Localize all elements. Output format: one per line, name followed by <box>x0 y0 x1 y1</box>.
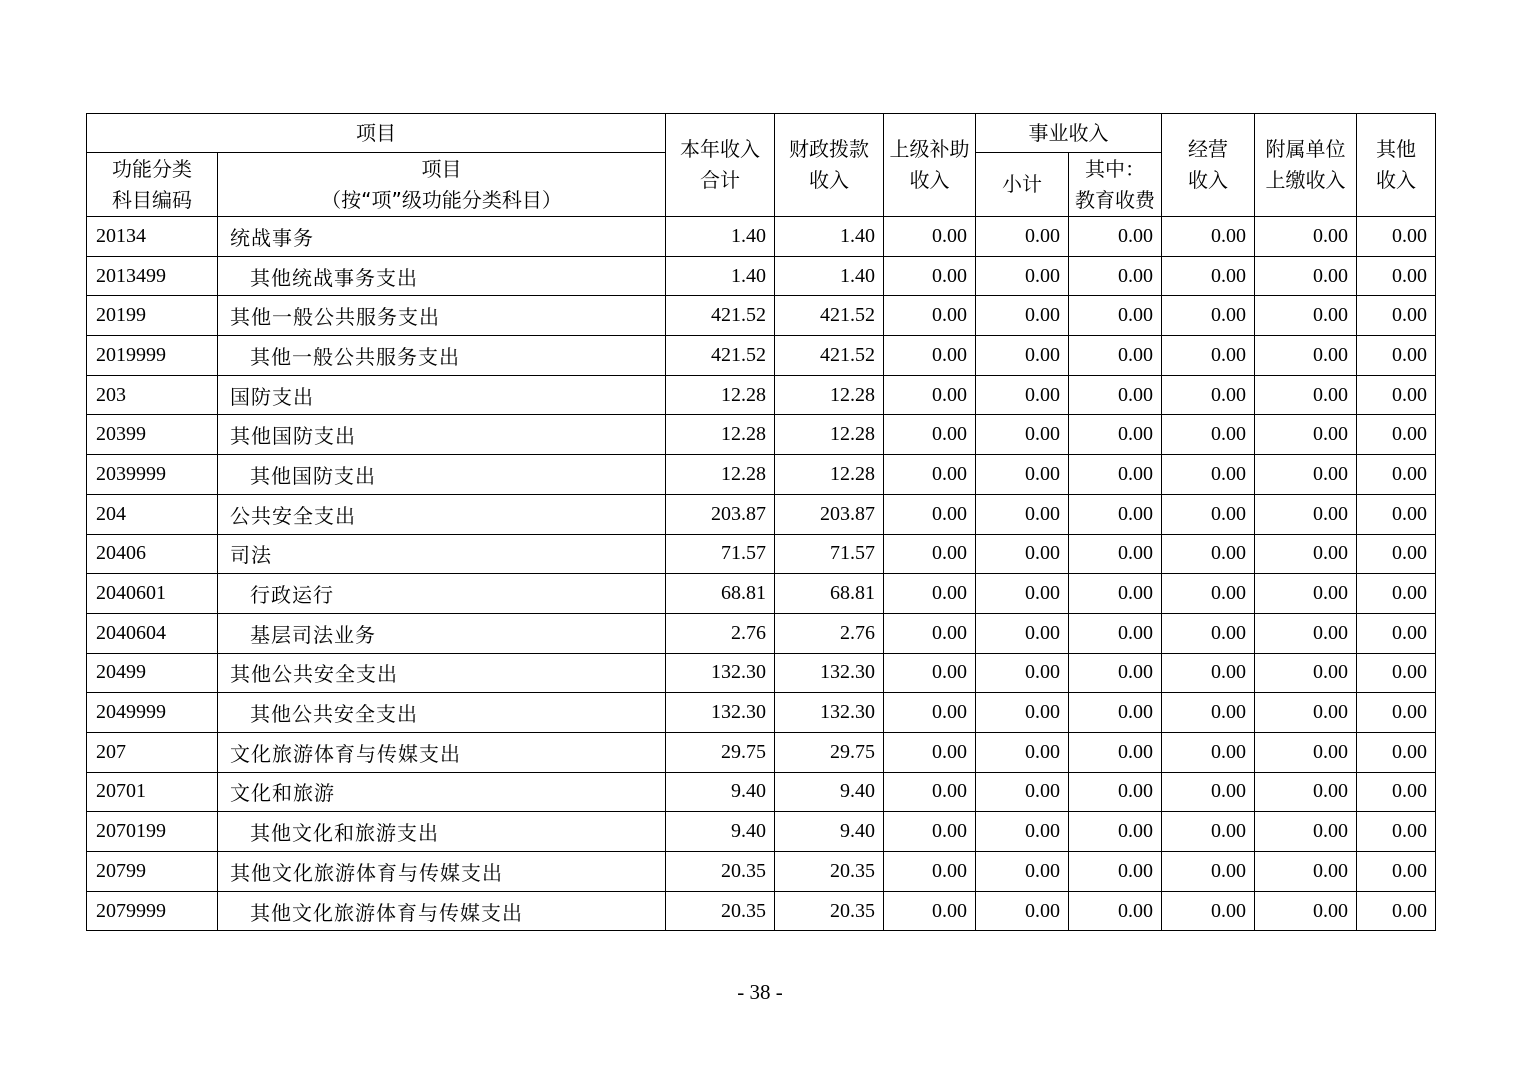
row-value: 0.00 <box>884 217 976 257</box>
row-value: 203.87 <box>775 494 884 534</box>
row-value: 0.00 <box>1162 415 1255 455</box>
row-value: 0.00 <box>1255 375 1357 415</box>
table-row <box>87 613 1436 653</box>
row-code: 2039999 <box>87 455 218 495</box>
row-value: 20.35 <box>666 891 775 931</box>
row-value: 68.81 <box>666 574 775 614</box>
row-value: 0.00 <box>884 296 976 336</box>
row-value: 0.00 <box>1162 693 1255 733</box>
row-value: 0.00 <box>884 574 976 614</box>
row-value: 0.00 <box>976 613 1069 653</box>
table-row <box>87 217 1436 257</box>
row-value: 0.00 <box>976 217 1069 257</box>
row-code: 20799 <box>87 852 218 892</box>
row-value: 9.40 <box>775 772 884 812</box>
row-value: 9.40 <box>666 772 775 812</box>
row-value: 0.00 <box>1162 574 1255 614</box>
row-value: 12.28 <box>666 375 775 415</box>
row-value: 0.00 <box>1357 375 1436 415</box>
row-value: 0.00 <box>1255 852 1357 892</box>
header-other: 其他 收入 <box>1357 114 1436 217</box>
table-row <box>87 693 1436 733</box>
row-name: 其他统战事务支出 <box>218 256 666 296</box>
row-value: 29.75 <box>775 732 884 772</box>
row-value: 0.00 <box>1162 375 1255 415</box>
row-name: 其他文化旅游体育与传媒支出 <box>218 891 666 931</box>
table-row <box>87 534 1436 574</box>
row-value: 0.00 <box>884 494 976 534</box>
row-value: 0.00 <box>1255 296 1357 336</box>
row-code: 2040601 <box>87 574 218 614</box>
row-value: 0.00 <box>1255 256 1357 296</box>
row-value: 0.00 <box>1069 732 1162 772</box>
row-name: 基层司法业务 <box>218 613 666 653</box>
table-row <box>87 852 1436 892</box>
row-value: 0.00 <box>1255 336 1357 376</box>
row-value: 0.00 <box>976 772 1069 812</box>
row-value: 12.28 <box>775 455 884 495</box>
row-value: 1.40 <box>666 256 775 296</box>
row-value: 0.00 <box>1069 693 1162 733</box>
row-value: 0.00 <box>1069 455 1162 495</box>
row-value: 132.30 <box>775 693 884 733</box>
row-value: 71.57 <box>666 534 775 574</box>
row-name: 文化和旅游 <box>218 772 666 812</box>
row-value: 421.52 <box>666 336 775 376</box>
row-value: 0.00 <box>1162 217 1255 257</box>
row-value: 0.00 <box>1357 852 1436 892</box>
row-value: 0.00 <box>1162 256 1255 296</box>
row-value: 421.52 <box>775 296 884 336</box>
row-value: 0.00 <box>1357 812 1436 852</box>
row-value: 0.00 <box>1162 653 1255 693</box>
table-row <box>87 653 1436 693</box>
row-value: 0.00 <box>1162 732 1255 772</box>
header-total: 本年收入 合计 <box>666 114 775 217</box>
row-value: 9.40 <box>666 812 775 852</box>
row-value: 12.28 <box>666 415 775 455</box>
row-value: 132.30 <box>666 693 775 733</box>
row-value: 0.00 <box>1162 613 1255 653</box>
row-value: 0.00 <box>976 891 1069 931</box>
table-row <box>87 812 1436 852</box>
row-value: 0.00 <box>1357 574 1436 614</box>
row-value: 9.40 <box>775 812 884 852</box>
row-value: 0.00 <box>1255 534 1357 574</box>
row-value: 0.00 <box>1069 494 1162 534</box>
table-row <box>87 415 1436 455</box>
row-value: 0.00 <box>1255 812 1357 852</box>
row-value: 0.00 <box>976 693 1069 733</box>
row-value: 0.00 <box>1357 217 1436 257</box>
row-value: 0.00 <box>976 732 1069 772</box>
row-name: 其他国防支出 <box>218 455 666 495</box>
row-code: 20701 <box>87 772 218 812</box>
row-value: 0.00 <box>976 336 1069 376</box>
row-value: 0.00 <box>884 693 976 733</box>
row-value: 0.00 <box>1162 852 1255 892</box>
row-name: 统战事务 <box>218 217 666 257</box>
row-value: 0.00 <box>1357 534 1436 574</box>
row-value: 0.00 <box>976 375 1069 415</box>
row-value: 2.76 <box>775 613 884 653</box>
row-value: 0.00 <box>1069 852 1162 892</box>
header-item-group: 项目 <box>87 114 666 153</box>
header-operating: 经营 收入 <box>1162 114 1255 217</box>
row-name: 其他国防支出 <box>218 415 666 455</box>
row-value: 1.40 <box>775 256 884 296</box>
row-value: 0.00 <box>1357 336 1436 376</box>
row-value: 0.00 <box>1069 415 1162 455</box>
row-value: 0.00 <box>1069 613 1162 653</box>
row-value: 0.00 <box>976 494 1069 534</box>
row-name: 其他公共安全支出 <box>218 653 666 693</box>
row-value: 0.00 <box>1162 772 1255 812</box>
row-value: 0.00 <box>1255 772 1357 812</box>
row-name: 其他一般公共服务支出 <box>218 296 666 336</box>
row-value: 0.00 <box>1069 375 1162 415</box>
row-name: 其他文化和旅游支出 <box>218 812 666 852</box>
header-name: 项目 （按“项”级功能分类科目） <box>218 153 666 217</box>
row-value: 0.00 <box>1255 415 1357 455</box>
row-value: 0.00 <box>1069 534 1162 574</box>
row-value: 0.00 <box>1357 415 1436 455</box>
row-code: 20199 <box>87 296 218 336</box>
row-code: 20406 <box>87 534 218 574</box>
row-value: 203.87 <box>666 494 775 534</box>
row-value: 0.00 <box>884 375 976 415</box>
row-value: 12.28 <box>666 455 775 495</box>
table-row <box>87 336 1436 376</box>
table-row <box>87 891 1436 931</box>
row-value: 0.00 <box>1357 296 1436 336</box>
row-name: 其他一般公共服务支出 <box>218 336 666 376</box>
row-value: 0.00 <box>1069 296 1162 336</box>
row-value: 421.52 <box>775 336 884 376</box>
row-value: 132.30 <box>775 653 884 693</box>
row-value: 0.00 <box>884 455 976 495</box>
row-value: 0.00 <box>1069 653 1162 693</box>
row-code: 2019999 <box>87 336 218 376</box>
row-value: 0.00 <box>1255 217 1357 257</box>
row-code: 2079999 <box>87 891 218 931</box>
row-value: 0.00 <box>1357 455 1436 495</box>
table-row <box>87 455 1436 495</box>
row-value: 0.00 <box>976 653 1069 693</box>
row-value: 0.00 <box>976 296 1069 336</box>
row-code: 207 <box>87 732 218 772</box>
row-value: 0.00 <box>1162 812 1255 852</box>
table-row <box>87 256 1436 296</box>
table-row <box>87 732 1436 772</box>
row-name: 国防支出 <box>218 375 666 415</box>
row-code: 2070199 <box>87 812 218 852</box>
row-value: 0.00 <box>1069 891 1162 931</box>
row-value: 0.00 <box>1357 653 1436 693</box>
table-row <box>87 772 1436 812</box>
row-value: 0.00 <box>1069 772 1162 812</box>
row-value: 0.00 <box>1255 653 1357 693</box>
table-body <box>87 217 1436 931</box>
row-value: 0.00 <box>884 256 976 296</box>
row-value: 0.00 <box>1357 732 1436 772</box>
row-name: 公共安全支出 <box>218 494 666 534</box>
row-name: 其他公共安全支出 <box>218 693 666 733</box>
row-value: 0.00 <box>1255 574 1357 614</box>
row-code: 2040604 <box>87 613 218 653</box>
row-value: 0.00 <box>1069 336 1162 376</box>
row-value: 0.00 <box>1069 217 1162 257</box>
row-name: 文化旅游体育与传媒支出 <box>218 732 666 772</box>
row-value: 0.00 <box>1162 494 1255 534</box>
row-value: 20.35 <box>775 891 884 931</box>
table-row <box>87 494 1436 534</box>
row-value: 0.00 <box>884 772 976 812</box>
row-value: 0.00 <box>1255 693 1357 733</box>
row-value: 0.00 <box>976 574 1069 614</box>
table-row <box>87 375 1436 415</box>
row-value: 0.00 <box>1162 296 1255 336</box>
table-row <box>87 296 1436 336</box>
page-number: - 38 - <box>737 980 783 1004</box>
row-value: 0.00 <box>884 534 976 574</box>
row-value: 68.81 <box>775 574 884 614</box>
income-table <box>86 113 1436 931</box>
row-value: 0.00 <box>1069 812 1162 852</box>
row-value: 71.57 <box>775 534 884 574</box>
row-value: 0.00 <box>1255 613 1357 653</box>
row-value: 12.28 <box>775 375 884 415</box>
row-value: 0.00 <box>1162 534 1255 574</box>
row-code: 20134 <box>87 217 218 257</box>
row-value: 0.00 <box>884 852 976 892</box>
row-value: 0.00 <box>1255 455 1357 495</box>
row-name: 司法 <box>218 534 666 574</box>
row-code: 20399 <box>87 415 218 455</box>
row-value: 0.00 <box>1357 891 1436 931</box>
header-career-group: 事业收入 <box>976 114 1162 153</box>
row-value: 0.00 <box>976 534 1069 574</box>
row-value: 0.00 <box>976 812 1069 852</box>
row-value: 132.30 <box>666 653 775 693</box>
row-value: 1.40 <box>775 217 884 257</box>
row-code: 203 <box>87 375 218 415</box>
row-code: 2049999 <box>87 693 218 733</box>
header-fiscal: 财政拨款 收入 <box>775 114 884 217</box>
row-value: 0.00 <box>884 613 976 653</box>
row-value: 0.00 <box>1162 891 1255 931</box>
header-code: 功能分类 科目编码 <box>87 153 218 217</box>
header-subtotal: 小计 <box>976 153 1069 217</box>
table-row <box>87 574 1436 614</box>
row-value: 0.00 <box>1357 772 1436 812</box>
row-value: 29.75 <box>666 732 775 772</box>
row-value: 0.00 <box>1357 693 1436 733</box>
row-value: 0.00 <box>1162 336 1255 376</box>
row-value: 421.52 <box>666 296 775 336</box>
row-value: 0.00 <box>1255 891 1357 931</box>
row-value: 0.00 <box>1069 256 1162 296</box>
row-name: 行政运行 <box>218 574 666 614</box>
row-value: 0.00 <box>1357 256 1436 296</box>
row-value: 0.00 <box>1357 613 1436 653</box>
row-value: 0.00 <box>1255 732 1357 772</box>
row-value: 0.00 <box>884 732 976 772</box>
row-value: 0.00 <box>1255 494 1357 534</box>
row-value: 20.35 <box>666 852 775 892</box>
row-value: 0.00 <box>976 455 1069 495</box>
row-value: 12.28 <box>775 415 884 455</box>
row-value: 0.00 <box>884 415 976 455</box>
row-value: 0.00 <box>884 812 976 852</box>
row-value: 0.00 <box>976 256 1069 296</box>
row-value: 0.00 <box>884 653 976 693</box>
row-code: 204 <box>87 494 218 534</box>
row-value: 2.76 <box>666 613 775 653</box>
header-edu-fee: 其中： 教育收费 <box>1069 153 1162 217</box>
row-value: 0.00 <box>1357 494 1436 534</box>
row-code: 20499 <box>87 653 218 693</box>
row-value: 0.00 <box>1162 455 1255 495</box>
row-code: 2013499 <box>87 256 218 296</box>
row-value: 1.40 <box>666 217 775 257</box>
row-value: 0.00 <box>884 336 976 376</box>
row-value: 0.00 <box>976 852 1069 892</box>
row-value: 20.35 <box>775 852 884 892</box>
header-upper-subsidy: 上级补助 收入 <box>884 114 976 217</box>
row-name: 其他文化旅游体育与传媒支出 <box>218 852 666 892</box>
header-affiliated: 附属单位 上缴收入 <box>1255 114 1357 217</box>
row-value: 0.00 <box>1069 574 1162 614</box>
row-value: 0.00 <box>884 891 976 931</box>
row-value: 0.00 <box>976 415 1069 455</box>
